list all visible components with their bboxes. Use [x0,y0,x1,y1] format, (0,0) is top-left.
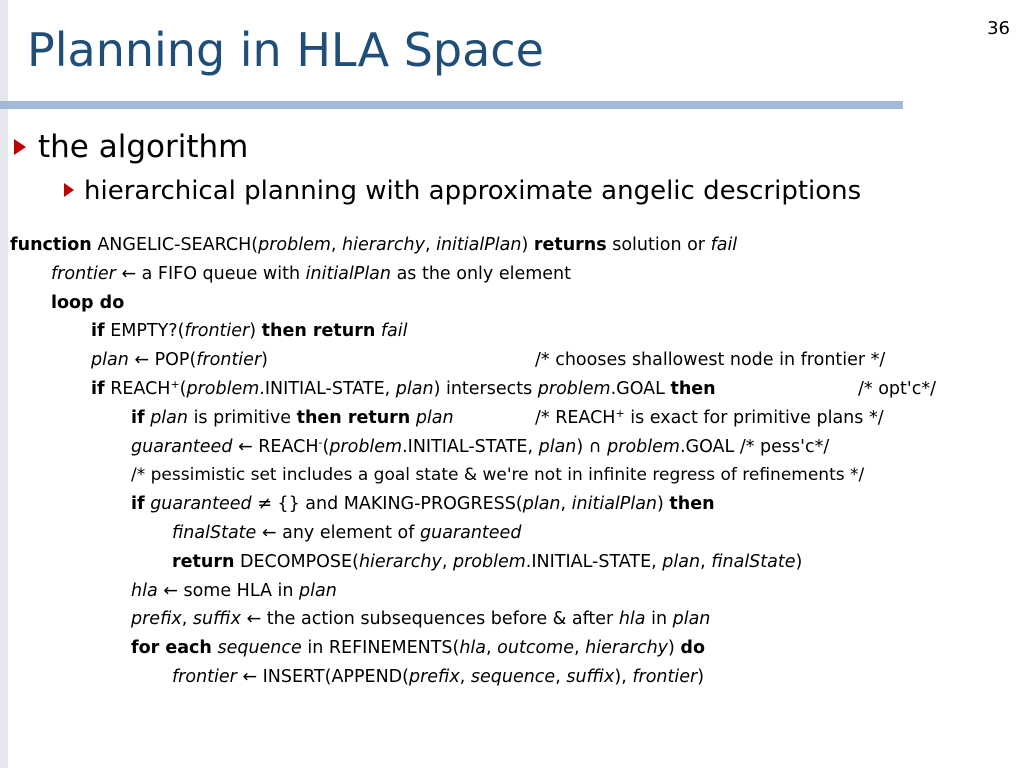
left-edge-band [0,0,8,768]
keyword: do [680,638,705,659]
code-var: problem [452,551,526,572]
code-text: REACH [104,379,171,399]
keyword: then return [261,321,376,342]
page-number: 36 [987,18,1010,39]
keyword: if [131,407,145,428]
code-var: frontier [184,321,250,342]
code-text: ← the action subsequences before & after [240,609,619,630]
code-text: .INITIAL-STATE, [402,436,539,457]
code-line-4 [91,317,407,346]
code-text: .GOAL [610,379,671,399]
code-text: ) ∩ [576,436,608,457]
keyword: then [670,379,716,399]
code-var: guaranteed [420,523,522,543]
code-text: is primitive [188,407,297,428]
code-var: initialPlan [571,494,658,515]
keyword: if [131,494,145,515]
code-var: prefix [408,667,460,687]
bullet-level-1 [14,127,248,167]
code-var: initialPlan [305,263,391,284]
code-var: frontier [196,350,262,371]
code-line-9 [131,461,864,490]
code-var: frontier [172,667,237,687]
bullet-level-2 [64,173,861,209]
superscript: + [615,406,625,420]
code-text: ≠ {} and MAKING-PROGRESS( [251,494,523,515]
code-text: ) [657,494,670,515]
bullet-arrow-icon [14,139,26,155]
code-text: ← INSERT(APPEND( [236,667,409,687]
code-text: EMPTY?( [104,321,185,342]
code-var: hierarchy [358,551,442,572]
code-var: guaranteed [150,494,252,515]
code-line-1 [10,231,737,260]
bullet-text: hierarchical planning with approximate angelic descriptions [84,176,862,206]
code-comment [535,404,884,433]
code-line-15 [131,634,705,663]
code-var: prefix [131,609,182,630]
code-line-2 [51,260,571,289]
code-text: ( [179,379,187,399]
code-var: plan [299,580,337,601]
code-text: ← a FIFO queue with [115,263,306,284]
code-text: , [555,667,567,687]
code-text: , [181,609,193,630]
code-text: ← any element of [256,523,420,543]
code-text: as the only element [391,263,571,284]
code-var: frontier [51,263,116,284]
code-line-13 [131,577,337,606]
code-var: plan [415,407,454,428]
code-text: /* pessimistic set includes a goal state & we're not in infinite regress of refinements */ [131,465,865,486]
code-text: .INITIAL-STATE, [259,379,396,399]
code-line-7 [131,404,454,433]
code-var: hla [131,580,158,601]
bullet-arrow-icon [64,183,74,197]
code-var: hierarchy [342,235,425,255]
code-var: hla [459,638,487,659]
code-var: plan [150,407,188,428]
code-text: ), [614,667,633,687]
code-var: plan [522,494,561,515]
slide-title: Planning in HLA Space [27,23,544,77]
code-text: ANGELIC-SEARCH( [97,235,259,255]
code-var: fail [710,235,738,255]
code-var: sequence [217,638,302,659]
code-var: suffix [566,667,615,687]
code-text: ← POP( [128,350,197,371]
keyword: then [669,494,715,515]
code-var: finalState [711,551,796,572]
code-comment: /* opt'c*/ [858,379,936,399]
superscript: + [170,378,180,391]
code-var: suffix [192,609,241,630]
keyword: if [91,321,105,342]
code-line-6 [91,375,716,404]
keyword: returns [533,235,607,255]
code-var: guaranteed [131,436,233,457]
superscript: - [318,435,323,449]
code-var: problem [329,436,403,457]
code-var: plan [395,379,434,399]
bullet-text: the algorithm [38,129,249,165]
code-var: plan [91,350,129,371]
code-text: ( [322,436,330,457]
code-text: is exact for primitive plans */ [624,407,884,428]
code-text: .INITIAL-STATE, [525,551,663,572]
code-text: , [459,667,471,687]
keyword: function [10,235,92,255]
keyword: loop do [51,292,125,313]
keyword: return [172,551,235,572]
code-var: finalState [172,523,257,543]
code-var: outcome [497,638,574,659]
code-line-16 [172,663,704,692]
code-comment: /* chooses shallowest node in frontier */ [535,350,886,371]
code-line-5 [91,346,268,375]
code-text: , [441,551,453,572]
code-text: ← REACH [232,436,319,457]
code-text: ) [521,235,534,255]
code-text: , [700,551,712,572]
code-text: solution or [606,235,711,255]
keyword: then return [296,407,411,428]
code-text: ) [795,551,803,572]
code-text: ) [249,321,262,342]
code-var: problem [258,235,331,255]
code-text: , [573,638,586,659]
code-line-8 [131,433,829,462]
code-text: , [424,235,437,255]
code-var: problem [607,436,680,457]
code-var: plan [672,609,711,630]
code-text: ) intersects [433,379,538,399]
title-underline [0,101,903,109]
code-var: hierarchy [585,638,669,659]
code-text: ) [697,667,705,687]
code-text: , [486,638,498,659]
code-var: sequence [470,667,556,687]
code-line-12 [172,548,802,577]
code-text: , [330,235,343,255]
code-text: ) [261,350,268,371]
keyword: for each [131,638,212,659]
code-var: frontier [632,667,698,687]
code-var: hla [618,609,646,630]
code-var: plan [538,436,577,457]
code-line-14 [131,605,710,634]
keyword: if [91,379,105,399]
code-text: DECOMPOSE( [234,551,359,572]
code-text: in REFINEMENTS( [301,638,460,659]
code-text: , [560,494,572,515]
code-text: .GOAL /* pess'c*/ [679,436,830,457]
code-var: problem [186,379,260,399]
code-var: fail [380,321,408,342]
code-text: ← some HLA in [157,580,300,601]
code-var: plan [662,551,701,572]
code-text: ) [668,638,681,659]
code-var: problem [537,379,611,399]
code-text: in [645,609,673,630]
code-line-11 [172,519,521,548]
code-var: initialPlan [436,235,522,255]
code-line-3 [51,289,124,318]
code-line-10 [131,490,715,519]
code-text: /* REACH [535,407,616,428]
